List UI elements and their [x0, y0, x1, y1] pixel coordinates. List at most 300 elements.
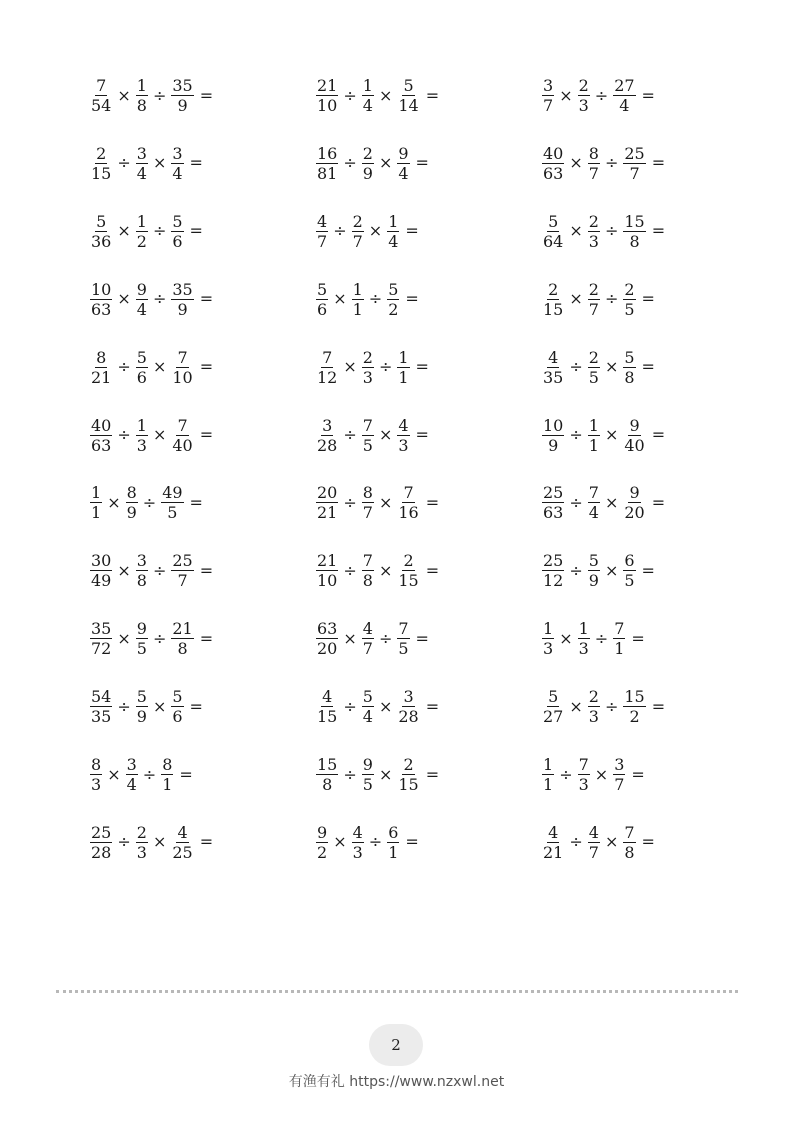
multiply-sign: × — [117, 289, 131, 309]
fraction — [161, 483, 183, 522]
divide-sign: ÷ — [594, 628, 609, 648]
equals-sign: = — [641, 560, 655, 580]
numerator: 2 — [578, 76, 589, 95]
denominator: 7 — [362, 639, 373, 659]
divide-sign: ÷ — [343, 764, 357, 784]
fraction — [316, 823, 328, 862]
numerator: 1 — [588, 415, 599, 435]
numerator: 3 — [614, 755, 625, 774]
numerator: 7 — [614, 619, 625, 639]
fraction — [362, 687, 374, 726]
equals-sign: = — [199, 289, 214, 309]
problem-1-3 — [88, 212, 203, 251]
fraction — [542, 280, 564, 319]
fraction — [316, 687, 338, 726]
equals-sign: = — [641, 832, 655, 852]
denominator: 9 — [588, 571, 599, 591]
fraction — [90, 619, 112, 658]
numerator: 16 — [317, 143, 338, 163]
fraction — [542, 348, 564, 387]
numerator: 35 — [91, 619, 112, 639]
divide-sign: ÷ — [117, 357, 131, 377]
numerator: 35 — [172, 279, 193, 299]
problem-2-11 — [314, 755, 439, 794]
denominator: 1 — [398, 367, 409, 387]
numerator: 2 — [588, 279, 599, 299]
multiply-sign: × — [368, 221, 383, 241]
problem-3-2 — [540, 144, 665, 183]
numerator: 5 — [172, 211, 183, 231]
fraction — [588, 551, 600, 590]
numerator: 5 — [624, 347, 635, 367]
denominator: 25 — [172, 842, 193, 862]
denominator: 9 — [177, 96, 188, 115]
denominator: 16 — [398, 503, 419, 523]
fraction — [362, 551, 374, 590]
problem-2-10 — [314, 687, 439, 726]
divide-sign: ÷ — [343, 696, 357, 716]
numerator: 4 — [588, 822, 599, 842]
fraction — [397, 76, 419, 115]
denominator: 4 — [388, 231, 399, 251]
fraction — [542, 212, 564, 251]
divide-sign: ÷ — [559, 764, 573, 784]
denominator: 35 — [91, 707, 112, 727]
denominator: 10 — [317, 96, 338, 115]
multiply-sign: × — [117, 628, 131, 648]
fraction — [397, 619, 409, 658]
divide-sign: ÷ — [604, 153, 619, 173]
fraction — [316, 280, 328, 319]
problem-3-5 — [540, 348, 655, 387]
numerator: 2 — [136, 822, 147, 842]
numerator: 27 — [614, 76, 635, 95]
numerator: 7 — [177, 347, 188, 367]
denominator: 9 — [548, 435, 559, 455]
fraction — [578, 76, 590, 115]
divide-sign: ÷ — [569, 357, 583, 377]
multiply-sign: × — [594, 764, 609, 784]
fraction — [171, 823, 193, 862]
equals-sign: = — [199, 832, 214, 852]
multiply-sign: × — [378, 153, 393, 173]
divide-sign: ÷ — [152, 560, 167, 580]
problem-1-5 — [88, 348, 213, 387]
fraction — [90, 483, 102, 522]
numerator: 1 — [136, 76, 147, 95]
denominator: 8 — [322, 775, 333, 794]
fraction — [161, 755, 173, 794]
fraction — [623, 280, 635, 319]
divide-sign: ÷ — [569, 560, 583, 580]
divide-sign: ÷ — [378, 628, 393, 648]
numerator: 20 — [317, 483, 338, 503]
fraction — [397, 416, 409, 455]
denominator: 1 — [162, 775, 173, 794]
numerator: 8 — [588, 143, 599, 163]
denominator: 9 — [136, 707, 147, 727]
fraction — [542, 755, 554, 794]
fraction — [362, 483, 374, 522]
denominator: 28 — [398, 707, 419, 727]
fraction — [613, 755, 625, 794]
numerator: 8 — [96, 347, 107, 367]
equals-sign: = — [415, 153, 429, 173]
problem-2-6 — [314, 416, 429, 455]
denominator: 63 — [91, 299, 112, 319]
multiply-sign: × — [559, 628, 573, 648]
fraction — [623, 687, 645, 726]
fraction — [352, 280, 364, 319]
numerator: 3 — [322, 415, 333, 435]
problem-2-8 — [314, 551, 439, 590]
numerator: 10 — [543, 415, 564, 435]
denominator: 1 — [588, 435, 599, 455]
denominator: 3 — [91, 775, 102, 794]
denominator: 15 — [91, 163, 112, 183]
problem-3-11 — [540, 755, 645, 794]
problem-3-3 — [540, 212, 665, 251]
fraction — [316, 76, 338, 115]
divide-sign: ÷ — [569, 492, 583, 512]
denominator: 49 — [91, 571, 112, 591]
equals-sign: = — [189, 492, 203, 512]
numerator: 40 — [543, 143, 564, 163]
numerator: 1 — [398, 347, 409, 367]
fraction — [588, 212, 600, 251]
numerator: 5 — [362, 687, 373, 707]
denominator: 3 — [588, 231, 599, 251]
fraction — [623, 144, 645, 183]
fraction — [171, 348, 193, 387]
fraction — [90, 687, 112, 726]
numerator: 2 — [588, 687, 599, 707]
numerator: 2 — [352, 211, 363, 231]
numerator: 2 — [548, 279, 559, 299]
multiply-sign: × — [152, 153, 167, 173]
numerator: 25 — [172, 551, 193, 571]
denominator: 15 — [398, 775, 419, 794]
problem-2-9 — [314, 619, 429, 658]
fraction — [613, 619, 625, 658]
numerator: 30 — [91, 551, 112, 571]
equals-sign: = — [199, 357, 214, 377]
divide-sign: ÷ — [594, 85, 609, 105]
numerator: 4 — [177, 822, 188, 842]
fraction — [362, 619, 374, 658]
denominator: 3 — [136, 435, 147, 455]
numerator: 4 — [322, 687, 333, 707]
divide-sign: ÷ — [569, 425, 583, 444]
fraction — [90, 348, 112, 387]
numerator: 7 — [322, 347, 333, 367]
divide-sign: ÷ — [343, 492, 357, 512]
denominator: 5 — [398, 639, 409, 659]
multiply-sign: × — [343, 357, 357, 377]
fraction — [623, 823, 635, 862]
numerator: 5 — [96, 211, 107, 231]
denominator: 63 — [543, 163, 564, 183]
multiply-sign: × — [333, 832, 347, 852]
fraction — [136, 280, 148, 319]
denominator: 7 — [588, 163, 599, 183]
problem-2-2 — [314, 144, 429, 183]
divide-sign: ÷ — [368, 289, 383, 309]
denominator: 9 — [177, 299, 188, 319]
numerator: 9 — [629, 483, 640, 503]
denominator: 40 — [624, 435, 645, 455]
fraction — [578, 619, 590, 658]
denominator: 12 — [543, 571, 564, 591]
numerator: 1 — [543, 755, 554, 774]
denominator: 81 — [317, 163, 338, 183]
numerator: 1 — [136, 211, 147, 231]
divide-sign: ÷ — [604, 289, 619, 309]
numerator: 1 — [388, 211, 399, 231]
fraction — [171, 212, 183, 251]
fraction — [542, 551, 564, 590]
fraction — [387, 823, 399, 862]
denominator: 8 — [136, 96, 147, 115]
numerator: 5 — [388, 279, 399, 299]
denominator: 3 — [578, 96, 589, 115]
multiply-sign: × — [569, 153, 583, 173]
fraction — [90, 144, 112, 183]
fraction — [362, 348, 374, 387]
denominator: 4 — [362, 707, 373, 727]
divide-sign: ÷ — [343, 560, 357, 580]
divide-sign: ÷ — [152, 85, 167, 105]
fraction — [90, 416, 112, 455]
denominator: 3 — [362, 367, 373, 387]
fraction — [90, 755, 102, 794]
numerator: 7 — [362, 551, 373, 571]
fraction — [171, 687, 183, 726]
problem-3-6 — [540, 416, 665, 455]
numerator: 3 — [172, 143, 183, 163]
multiply-sign: × — [378, 764, 393, 784]
denominator: 54 — [91, 96, 112, 115]
denominator: 3 — [578, 639, 589, 659]
fraction — [171, 144, 183, 183]
numerator: 40 — [91, 415, 112, 435]
fraction — [90, 212, 112, 251]
equals-sign: = — [425, 764, 440, 784]
denominator: 28 — [91, 842, 112, 862]
denominator: 20 — [624, 503, 645, 523]
equals-sign: = — [641, 357, 655, 377]
numerator: 7 — [578, 755, 589, 774]
fraction — [136, 823, 148, 862]
numerator: 7 — [96, 76, 107, 95]
numerator: 2 — [96, 143, 107, 163]
denominator: 4 — [136, 163, 147, 183]
numerator: 7 — [398, 619, 409, 639]
problem-3-1 — [540, 76, 655, 115]
denominator: 4 — [398, 163, 409, 183]
denominator: 3 — [588, 707, 599, 727]
denominator: 10 — [172, 367, 193, 387]
numerator: 21 — [317, 551, 338, 571]
fraction — [362, 416, 374, 455]
problem-2-12 — [314, 823, 419, 862]
equals-sign: = — [415, 425, 429, 444]
numerator: 63 — [317, 619, 338, 639]
equals-sign: = — [415, 628, 429, 648]
denominator: 2 — [388, 299, 399, 319]
denominator: 7 — [588, 299, 599, 319]
multiply-sign: × — [152, 696, 167, 716]
numerator: 1 — [578, 619, 589, 639]
problem-3-9 — [540, 619, 645, 658]
divide-sign: ÷ — [333, 221, 347, 241]
numerator: 9 — [629, 415, 640, 435]
multiply-sign: × — [604, 492, 619, 512]
fraction — [387, 212, 399, 251]
problem-2-4 — [314, 280, 419, 319]
numerator: 7 — [362, 415, 373, 435]
denominator: 1 — [388, 842, 399, 862]
divide-sign: ÷ — [152, 289, 167, 309]
equals-sign: = — [189, 153, 203, 173]
denominator: 15 — [543, 299, 564, 319]
multiply-sign: × — [569, 696, 583, 716]
divide-sign: ÷ — [152, 221, 167, 241]
fraction — [588, 348, 600, 387]
fraction — [387, 280, 399, 319]
fraction — [171, 416, 193, 455]
denominator: 4 — [619, 96, 630, 115]
multiply-sign: × — [152, 832, 167, 852]
numerator: 6 — [388, 822, 399, 842]
multiply-sign: × — [333, 289, 347, 309]
numerator: 25 — [543, 551, 564, 571]
fraction — [316, 212, 328, 251]
problem-1-12 — [88, 823, 213, 862]
fraction — [542, 687, 564, 726]
denominator: 1 — [91, 503, 102, 523]
equals-sign: = — [199, 425, 214, 444]
multiply-sign: × — [604, 357, 619, 377]
fraction — [316, 483, 338, 522]
denominator: 3 — [352, 842, 363, 862]
divide-sign: ÷ — [117, 425, 131, 444]
numerator: 4 — [362, 619, 373, 639]
numerator: 7 — [588, 483, 599, 503]
equals-sign: = — [641, 85, 655, 105]
divide-sign: ÷ — [142, 764, 157, 784]
equals-sign: = — [631, 628, 645, 648]
denominator: 7 — [629, 163, 640, 183]
multiply-sign: × — [604, 425, 619, 444]
equals-sign: = — [415, 357, 429, 377]
multiply-sign: × — [378, 492, 393, 512]
denominator: 5 — [624, 299, 635, 319]
numerator: 9 — [398, 143, 409, 163]
fraction — [397, 687, 419, 726]
fraction — [362, 755, 374, 794]
problem-1-4 — [88, 280, 213, 319]
multiply-sign: × — [378, 560, 393, 580]
denominator: 20 — [317, 639, 338, 659]
fraction — [90, 280, 112, 319]
denominator: 6 — [172, 231, 183, 251]
fraction — [397, 483, 419, 522]
numerator: 2 — [403, 551, 414, 571]
equals-sign: = — [651, 425, 666, 444]
divide-sign: ÷ — [343, 425, 357, 444]
fraction — [623, 212, 645, 251]
fraction — [136, 76, 148, 115]
problem-1-2 — [88, 144, 203, 183]
fraction — [171, 619, 193, 658]
numerator: 2 — [362, 143, 373, 163]
denominator: 72 — [91, 639, 112, 659]
denominator: 4 — [136, 299, 147, 319]
divide-sign: ÷ — [343, 153, 357, 173]
fraction — [397, 551, 419, 590]
fraction — [126, 755, 138, 794]
denominator: 27 — [543, 707, 564, 727]
numerator: 5 — [172, 687, 183, 707]
numerator: 10 — [91, 279, 112, 299]
problem-1-10 — [88, 687, 203, 726]
fraction — [136, 551, 148, 590]
multiply-sign: × — [117, 221, 131, 241]
fraction — [588, 687, 600, 726]
fraction — [316, 755, 338, 794]
numerator: 54 — [91, 687, 112, 707]
denominator: 6 — [136, 367, 147, 387]
denominator: 3 — [543, 639, 554, 659]
numerator: 49 — [162, 483, 183, 503]
fraction — [397, 755, 419, 794]
multiply-sign: × — [152, 357, 167, 377]
fraction — [352, 212, 364, 251]
denominator: 1 — [614, 639, 625, 659]
numerator: 7 — [177, 415, 188, 435]
problem-2-5 — [314, 348, 429, 387]
numerator: 5 — [136, 347, 147, 367]
fraction — [316, 416, 338, 455]
divide-sign: ÷ — [604, 696, 619, 716]
denominator: 15 — [398, 571, 419, 591]
problem-2-1 — [314, 76, 439, 115]
fraction — [588, 280, 600, 319]
numerator: 6 — [624, 551, 635, 571]
denominator: 8 — [136, 571, 147, 591]
multiply-sign: × — [569, 221, 583, 241]
denominator: 7 — [317, 231, 328, 251]
divide-sign: ÷ — [142, 492, 157, 512]
multiply-sign: × — [604, 832, 619, 852]
denominator: 4 — [362, 96, 373, 115]
divide-sign: ÷ — [117, 832, 131, 852]
fraction — [171, 76, 193, 115]
equals-sign: = — [641, 289, 655, 309]
denominator: 6 — [172, 707, 183, 727]
numerator: 25 — [91, 822, 112, 842]
fraction — [542, 416, 564, 455]
footer-text: 有渔有礼 https://www.nzxwl.net — [288, 1074, 505, 1090]
equals-sign: = — [651, 696, 666, 716]
fraction — [542, 144, 564, 183]
multiply-sign: × — [604, 560, 619, 580]
fraction — [578, 755, 590, 794]
denominator: 40 — [172, 435, 193, 455]
fraction — [136, 144, 148, 183]
denominator: 12 — [317, 367, 338, 387]
